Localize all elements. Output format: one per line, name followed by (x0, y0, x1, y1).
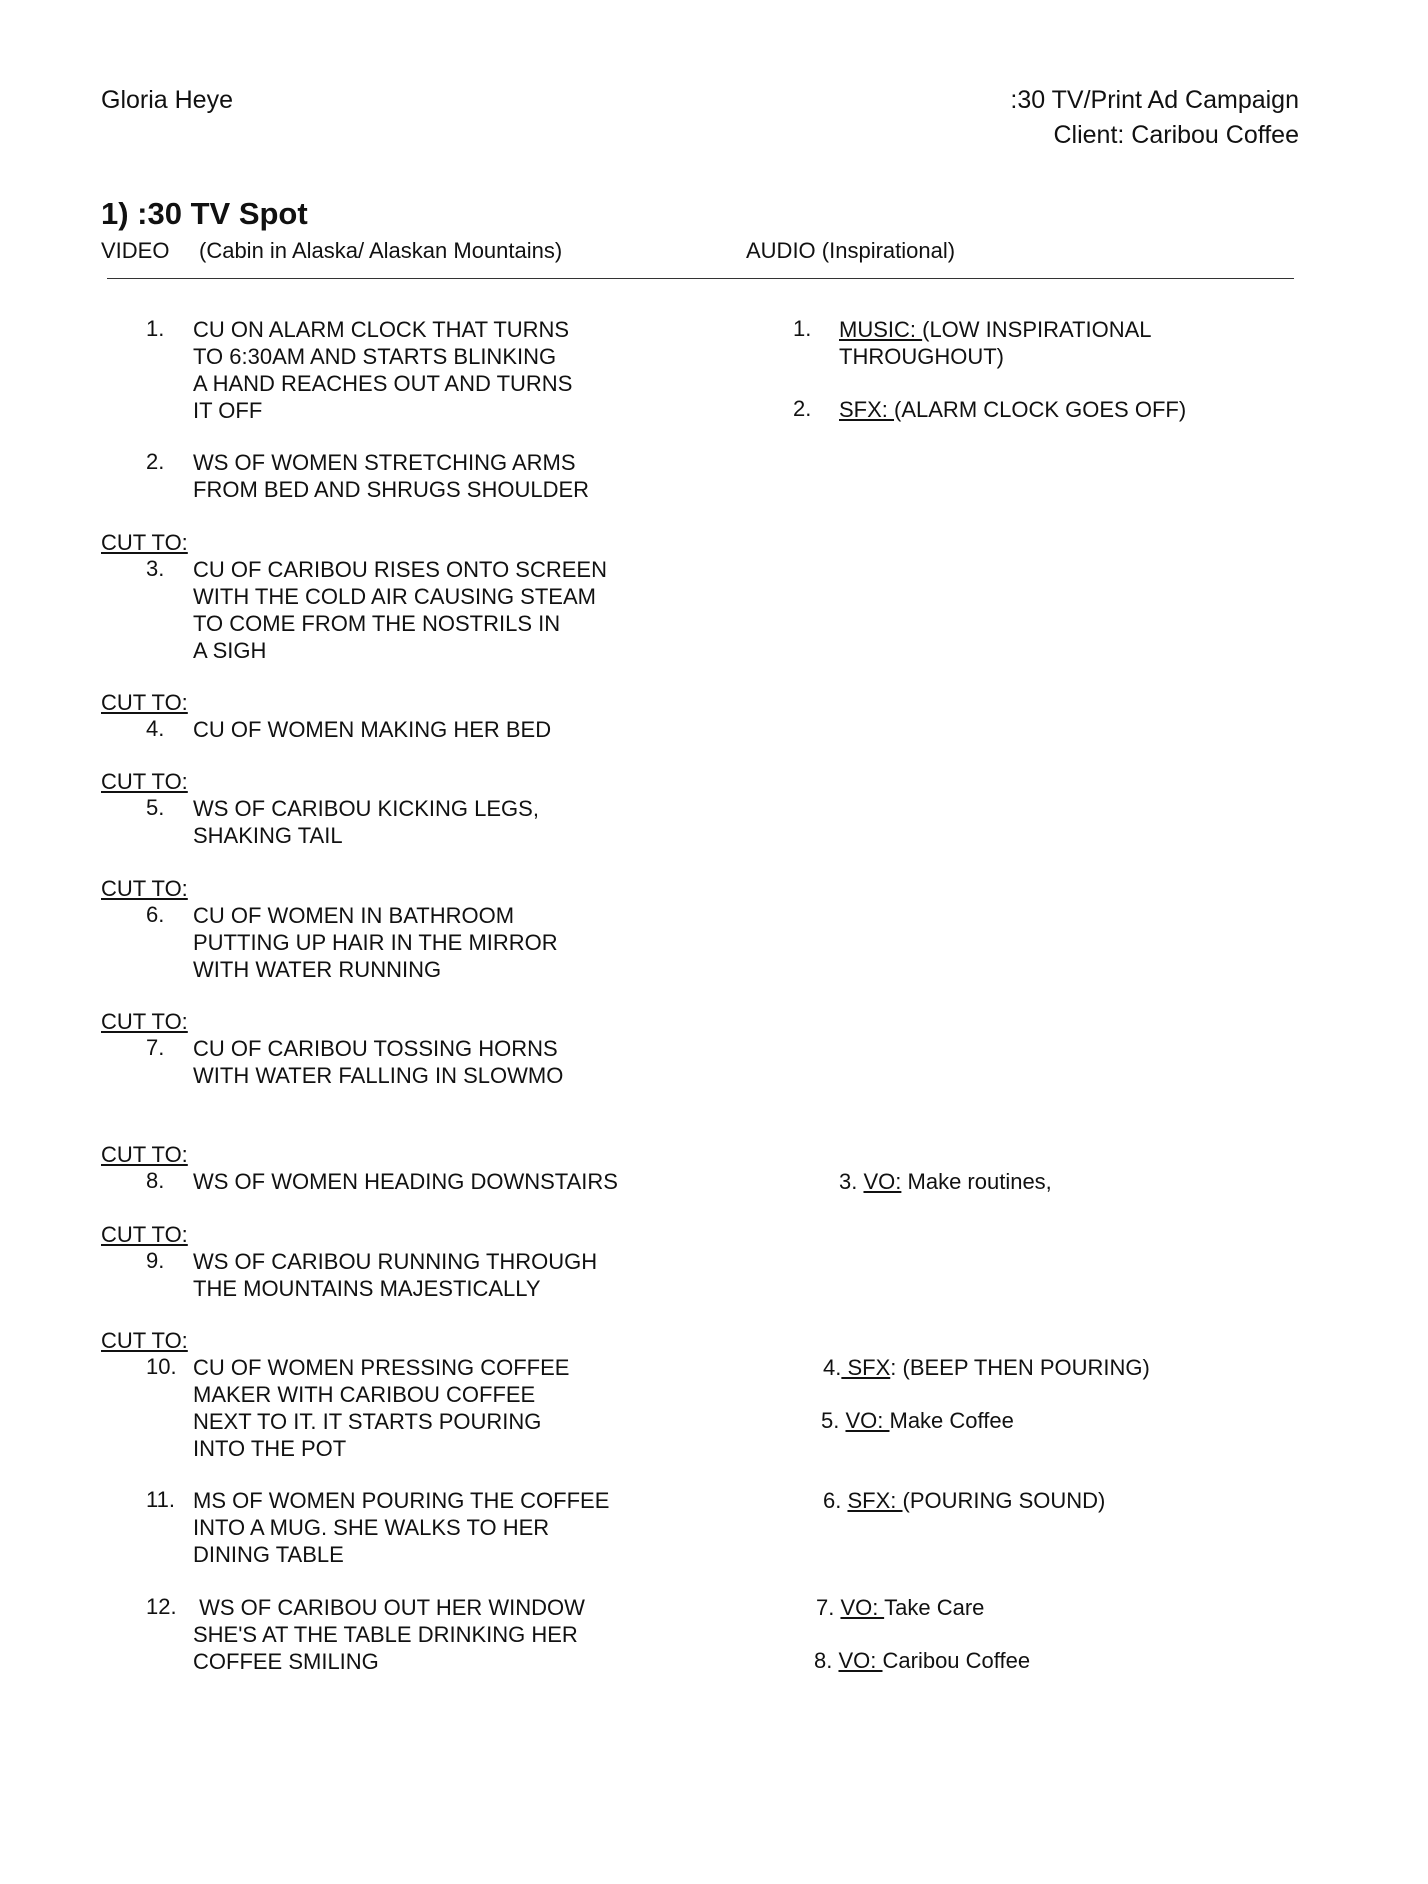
cut-to-label: CUT TO: (101, 769, 188, 794)
shot-description: CU OF WOMEN MAKING HER BED (193, 717, 552, 742)
shot-description: WS OF CARIBOU OUT HER WINDOW SHE'S AT THE TABLE DRINKING HER COFFEE SMILING (193, 1595, 585, 1674)
shot-description: WS OF CARIBOU KICKING LEGS, SHAKING TAIL (193, 796, 539, 848)
cue-text: SFX: (ALARM CLOCK GOES OFF) (839, 397, 1187, 422)
shot-description: CU OF CARIBOU TOSSING HORNS WITH WATER FALLING IN SLOWMO (193, 1036, 564, 1088)
audio-cue-5: 5. VO: Make Coffee (821, 1408, 1014, 1433)
audio-cue-8: 8. VO: Caribou Coffee (814, 1648, 1031, 1673)
section-title: 1) :30 TV Spot (101, 196, 308, 231)
cue-number: 1. (793, 316, 812, 341)
client-name: Client: Caribou Coffee (1053, 121, 1299, 149)
audio-cue-6: 6. SFX: (POURING SOUND) (823, 1488, 1106, 1513)
shot-number: 3. (146, 556, 165, 581)
audio-cue-4: 4. SFX: (BEEP THEN POURING) (823, 1355, 1150, 1380)
video-column-header: VIDEO (101, 238, 170, 263)
shot-description: CU OF CARIBOU RISES ONTO SCREEN WITH THE COLD AIR CAUSING STEAM TO COME FROM THE NOSTRILS IN A SIGH (193, 557, 607, 663)
shot-number: 10. (146, 1354, 177, 1379)
author-name: Gloria Heye (101, 86, 233, 114)
shot-number: 7. (146, 1035, 165, 1060)
cut-to-label: CUT TO: (101, 530, 188, 555)
audio-cue-3: 3. VO: Make routines, (839, 1169, 1052, 1194)
shot-number: 8. (146, 1168, 165, 1193)
shot-number: 5. (146, 795, 165, 820)
cut-to-label: CUT TO: (101, 1328, 188, 1353)
shot-description: WS OF CARIBOU RUNNING THROUGH THE MOUNTAINS MAJESTICALLY (193, 1249, 598, 1301)
audio-column-header: AUDIO (Inspirational) (746, 238, 956, 263)
shot-number: 9. (146, 1248, 165, 1273)
cut-to-label: CUT TO: (101, 1142, 188, 1167)
cue-text: MUSIC: (LOW INSPIRATIONAL THROUGHOUT) (839, 317, 1152, 369)
shot-number: 1. (146, 316, 165, 341)
cut-to-label: CUT TO: (101, 876, 188, 901)
shot-number: 12. (146, 1594, 177, 1619)
cut-to-label: CUT TO: (101, 690, 188, 715)
video-setting: (Cabin in Alaska/ Alaskan Mountains) (199, 238, 563, 263)
shot-description: MS OF WOMEN POURING THE COFFEE INTO A MUG. SHE WALKS TO HER DINING TABLE (193, 1488, 610, 1567)
shot-description: WS OF WOMEN HEADING DOWNSTAIRS (193, 1169, 618, 1194)
audio-cue-7: 7. VO: Take Care (816, 1595, 985, 1620)
cut-to-label: CUT TO: (101, 1009, 188, 1034)
shot-number: 2. (146, 449, 165, 474)
cut-to-label: CUT TO: (101, 1222, 188, 1247)
campaign-title: :30 TV/Print Ad Campaign (1010, 86, 1299, 114)
shot-number: 4. (146, 716, 165, 741)
shot-number: 11. (146, 1487, 175, 1512)
shot-number: 6. (146, 902, 165, 927)
shot-description: CU OF WOMEN PRESSING COFFEE MAKER WITH CARIBOU COFFEE NEXT TO IT. IT STARTS POURING INTO THE POT (193, 1355, 570, 1461)
cue-number: 2. (793, 396, 812, 421)
shot-description: CU ON ALARM CLOCK THAT TURNS TO 6:30AM AND STARTS BLINKING A HAND REACHES OUT AND TURNS IT OFF (193, 317, 573, 423)
shot-description: CU OF WOMEN IN BATHROOM PUTTING UP HAIR IN THE MIRROR WITH WATER RUNNING (193, 903, 558, 982)
header-divider (107, 278, 1294, 279)
shot-description: WS OF WOMEN STRETCHING ARMS FROM BED AND SHRUGS SHOULDER (193, 450, 590, 502)
